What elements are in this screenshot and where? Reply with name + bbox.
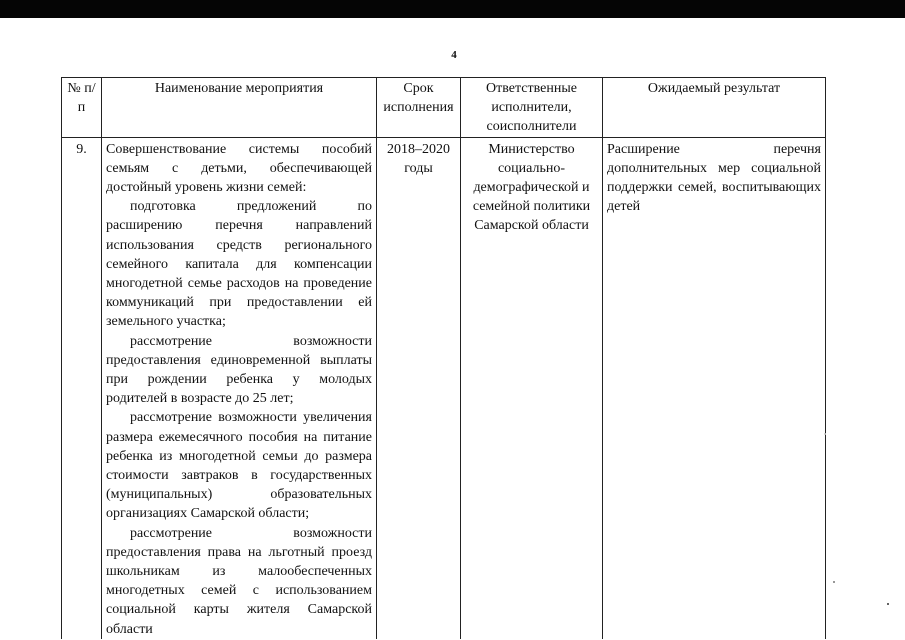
header-result: Ожидаемый результат — [603, 78, 826, 138]
header-name: Наименование мероприятия — [102, 78, 377, 138]
measure-item: рассмотрение возможности предоставления права на льготный проезд школьникам из малообеспеченных многодетных семей с использованием социальной карты жителя Самарской области — [106, 525, 372, 637]
scan-speck — [833, 581, 835, 583]
table-row — [62, 137, 826, 639]
measures-table — [61, 77, 826, 639]
measure-item: рассмотрение возможности предоставления единовременной выплаты при рождении ребенка у молодых родителей в возрасте до 25 лет; — [106, 333, 372, 407]
measure-item: рассмотрение возможности увеличения размера ежемесячного пособия на питание ребенка из многодетной семьи до размера стоимости завтраков в государственных (муниципальных) образовательных организациях Самарской области; — [106, 410, 372, 522]
term-cell: 2018–2020 годы — [377, 137, 461, 639]
header-term: Срок исполнения — [377, 78, 461, 138]
measure-item: подготовка предложений по расширению перечня направлений использования средств регионального семейного капитала для компенсации многодетной семье расходов на проведение коммуникаций при предоставлении ей земельного участка; — [106, 199, 372, 330]
measure-name-cell — [102, 137, 377, 639]
responsible-cell: Министерство социально-демографической и семейной политики Самарской области — [461, 137, 603, 639]
page-number: 4 — [451, 49, 457, 61]
scan-speck — [824, 433, 826, 435]
header-responsible: Ответственные исполнители, соисполнители — [461, 78, 603, 138]
header-num: № п/п — [62, 78, 102, 138]
expected-result: Расширение перечня дополнительных мер социальной поддержки семей, воспитывающих детей — [607, 141, 821, 215]
scan-speck — [887, 603, 889, 605]
table-header-row — [62, 78, 826, 138]
result-cell — [603, 137, 826, 639]
row-number: 9. — [62, 137, 102, 639]
scan-top-edge — [0, 0, 905, 18]
measure-title: Совершенствование системы пособий семьям с детьми, обеспечивающей достойный уровень жизни семей: — [106, 141, 372, 196]
